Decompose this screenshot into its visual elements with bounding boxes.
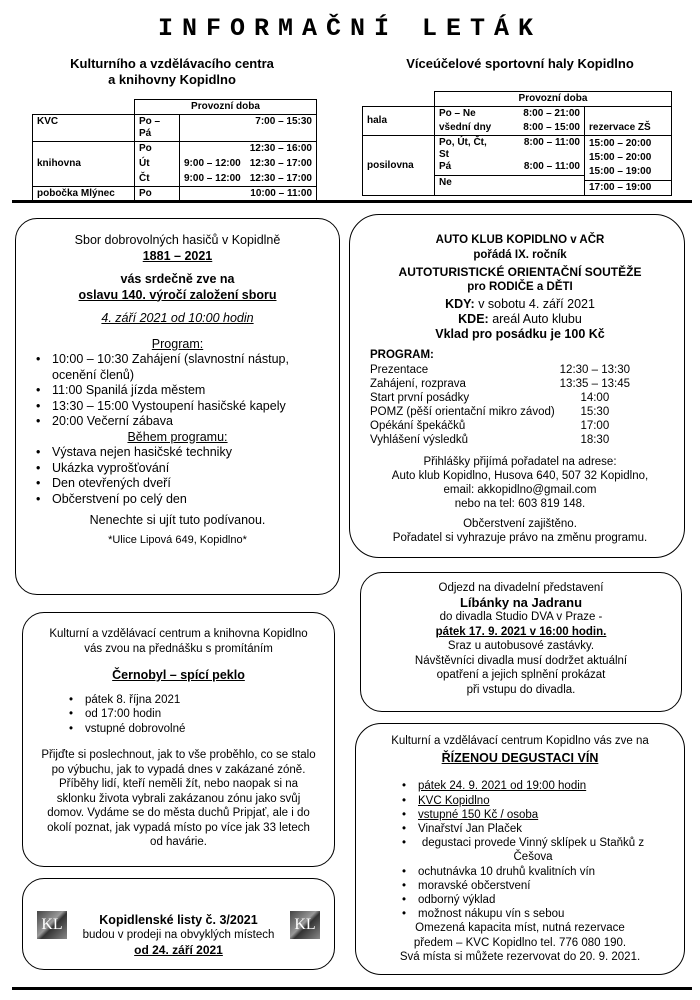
wine-details (368, 779, 672, 921)
auto-program-table (370, 363, 670, 447)
contact-intro: Přihlášky přijímá pořadatel na adrese: (423, 456, 617, 468)
chernobyl-description: Přijďte si poslechnout, jak to vše proběhlo, co se stalo po výbuchu, jak to vypadá dnes v zakázané zóně. Příběhy lidí, kteří neměli žít, nebo naopak si na sklonku života vybrali zakázanou zónu jako svůj domov. Vydáme se do města duchů Pripjať, ale i do okolí poznat, jak vypadá místo po více jak 33 letech od havárie. (41, 749, 316, 848)
fire-brigade-box (15, 218, 340, 595)
list-item: • 13:30 – 15:00 Vystoupení hasičské kapely (30, 399, 325, 415)
list-item: • pátek 24. 9. 2021 od 19:00 hodin (396, 779, 658, 793)
fire-brigade-invite: vás srdečně zve na (120, 272, 235, 286)
newsletter-availability: budou v prodeji na obvyklých místech (82, 929, 275, 941)
chernobyl-intro-2: vás zvou na přednášku s promítáním (84, 642, 273, 655)
when-label: KDY: (445, 297, 475, 311)
program-item-time: 17:00 (580, 420, 610, 432)
list-item: • Výstava nejen hasičské techniky (30, 445, 325, 461)
hala-time-2: 8:00 – 15:00 (523, 122, 580, 133)
fire-brigade-name: Sbor dobrovolných hasičů v Kopidlně (74, 233, 281, 247)
left-header-line2: a knihovny Kopidlno (108, 72, 236, 87)
posilovna-name: posilovna (363, 136, 435, 196)
theatre-date: pátek 17. 9. 2021 v 16:00 hodin. (435, 625, 607, 638)
knihovna-time-2a: 9:00 – 12:00 (184, 158, 241, 169)
mlynec-day: Po (135, 187, 180, 202)
mlynec-time: 10:00 – 11:00 (180, 187, 317, 202)
knihovna-day-1: Po (139, 143, 152, 154)
header-divider (12, 200, 692, 203)
kvc-days: Po – Pá (135, 115, 180, 142)
chernobyl-intro-1: Kulturní a vzdělávací centrum a knihovna Kopidlno (49, 628, 308, 640)
list-item: • od 17:00 hodin (63, 707, 320, 722)
knihovna-time-3b: 12:30 – 17:00 (249, 173, 312, 184)
auto-club-name: AUTO KLUB KOPIDLNO v AČR (435, 234, 605, 246)
list-item: • Ukázka vyprošťování (30, 461, 325, 477)
chernobyl-details (37, 693, 320, 737)
newsletter-logo-right: KL (290, 911, 320, 939)
footer-divider (12, 987, 692, 990)
right-header-title: Víceúčelové sportovní haly Kopidlno (406, 56, 634, 71)
list-item: • Občerstvení po celý den (30, 492, 325, 508)
posilovna-evening-4: 17:00 – 19:00 (585, 180, 671, 194)
list-item: • KVC Kopidlno (396, 794, 658, 808)
page-title: INFORMAČNÍ LETÁK (157, 14, 543, 43)
contact-phone: nebo na tel: 603 819 148. (454, 498, 586, 510)
knihovna-day-3: Čt (139, 173, 150, 184)
wine-note-1: Omezená kapacita míst, nutná rezervace (415, 922, 625, 935)
theatre-rules-2: opatření a jejich splnění prokázat (436, 669, 606, 681)
sports-hall-hours-table (362, 91, 672, 196)
program-item-name: POMZ (pěší orientační mikro závod) (370, 406, 555, 418)
program-item-name: Zahájení, rozprava (370, 378, 466, 390)
theatre-rules-3: při vstupu do divadla. (466, 683, 576, 696)
posilovna-time-2: 8:00 – 11:00 (523, 161, 580, 172)
when-value: v sobotu 4. září 2021 (478, 297, 595, 311)
wine-tasting-box (355, 723, 685, 975)
list-item: • vstupné dobrovolné (63, 722, 320, 737)
list-item: • vstupné 150 Kč / osoba (396, 808, 658, 822)
theatre-meeting: Sraz u autobusové zastávky. (447, 640, 595, 652)
hala-name: hala (363, 107, 435, 136)
posilovna-days-1: Po, Út, Čt, (439, 137, 487, 148)
left-header-line1: Kulturního a vzdělávacího centra (70, 56, 274, 71)
where-value: areál Auto klubu (492, 312, 582, 326)
theatre-venue: do divadla Studio DVA v Praze - (439, 611, 603, 623)
rights-note: Pořadatel si vyhrazuje právo na změnu programu. (392, 532, 648, 544)
posilovna-evening-1: 15:00 – 20:00 (589, 138, 652, 149)
list-item: • možnost nákupu vín s sebou (396, 907, 658, 921)
program-item-time: 18:30 (580, 434, 610, 446)
wine-note-2: předem – KVC Kopidlno tel. 776 080 190. (413, 936, 627, 949)
theatre-box (360, 572, 682, 712)
list-item: • moravské občerstvení (396, 879, 658, 893)
knihovna-time-2b: 12:30 – 17:00 (249, 158, 312, 169)
fire-brigade-date: 4. září 2021 od 10:00 hodin (101, 311, 254, 325)
entry-fee: Vklad pro posádku je 100 Kč (435, 327, 605, 341)
auto-club-box (349, 214, 685, 558)
program-item-time: 15:30 (580, 406, 610, 418)
wine-note-3: Svá místa si můžete rezervovat do 20. 9. 2021. (399, 950, 641, 963)
knihovna-time-3a: 9:00 – 12:00 (184, 173, 241, 184)
list-item: • ochutnávka 10 druhů kvalitních vín (396, 865, 658, 879)
contact-address: Auto klub Kopidlno, Husova 640, 507 32 Kopidlno, (391, 470, 649, 482)
where-label: KDE: (458, 312, 489, 326)
posilovna-time-1: 8:00 – 11:00 (523, 137, 580, 148)
auto-program-label: PROGRAM: (370, 349, 434, 361)
program-item-name: Start první posádky (370, 392, 470, 404)
kvc-name: KVC (33, 115, 135, 142)
hala-days-1: Po – Ne (439, 108, 476, 119)
program-list (30, 352, 325, 430)
hours-label: Provozní doba (135, 100, 317, 115)
refreshment-note: Občerstvení zajištěno. (463, 518, 577, 530)
auto-club-competition: AUTOTURISTICKÉ ORIENTAČNÍ SOUTĚŽE (398, 265, 642, 279)
kvc-time: 7:00 – 15:30 (180, 115, 317, 142)
fire-brigade-closing: Nenechte si ujít tuto podívanou. (89, 513, 266, 527)
posilovna-evening-2: 15:00 – 20:00 (589, 152, 652, 163)
hala-days-2: všední dny (439, 122, 492, 133)
newsletter-date: od 24. září 2021 (134, 943, 223, 957)
list-item: • degustaci provede Vinný sklípek u Staňků z Češova (396, 836, 658, 864)
kopidlno-newsletter-box (22, 878, 335, 970)
hala-time-1: 8:00 – 21:00 (523, 108, 580, 119)
library-hours-table (32, 99, 317, 202)
wine-intro: Kulturní a vzdělávací centrum Kopidlno vás zve na (391, 735, 649, 747)
list-item: • Den otevřených dveří (30, 476, 325, 492)
knihovna-day-2: Út (139, 158, 150, 169)
left-header-title (52, 56, 292, 88)
program-item-time: 14:00 (580, 392, 610, 404)
newsletter-title: Kopidlenské listy č. 3/2021 (99, 913, 258, 927)
fire-brigade-years: 1881 – 2021 (142, 248, 213, 263)
list-item: • 20:00 Večerní zábava (30, 414, 325, 430)
fire-brigade-event: oslavu 140. výročí založení sboru (78, 287, 277, 302)
list-item: • Vinařství Jan Plaček (396, 822, 658, 836)
auto-club-edition: pořádá IX. ročník (473, 249, 567, 261)
list-item: • pátek 8. října 2021 (63, 693, 320, 708)
theatre-intro: Odjezd na divadelní představení (438, 582, 604, 594)
theatre-rules-1: Návštěvníci divadla musí dodržet aktuální (414, 654, 628, 667)
list-item: • 10:00 – 10:30 Zahájení (slavnostní nástup, ocenění členů) (30, 352, 325, 383)
chernobyl-title: Černobyl – spící peklo (112, 668, 245, 682)
program-item-time: 13:35 – 13:45 (559, 378, 630, 390)
program-item-name: Vyhlášení výsledků (370, 434, 469, 446)
posilovna-days-1b: St (439, 149, 449, 160)
hala-note: rezervace ZŠ (585, 107, 672, 136)
posilovna-days-2: Pá (439, 161, 452, 172)
program-label: Program: (151, 336, 204, 351)
chernobyl-box (22, 612, 335, 867)
fire-brigade-address: *Ulice Lipová 649, Kopidlno* (108, 533, 247, 546)
wine-title: ŘÍZENOU DEGUSTACI VÍN (441, 751, 599, 766)
list-item: • odborný výklad (396, 893, 658, 907)
knihovna-name: knihovna (33, 142, 135, 187)
auto-club-audience: pro RODIČE a DĚTI (467, 281, 573, 293)
mlynec-name: pobočka Mlýnec (33, 187, 135, 202)
knihovna-time-1b: 12:30 – 16:00 (249, 143, 312, 154)
hall-hours-label: Provozní doba (435, 92, 672, 107)
contact-email: email: akkopidlno@gmail.com (443, 484, 597, 496)
program-item-name: Opékání špekáčků (370, 420, 466, 432)
list-item: • 11:00 Spanilá jízda městem (30, 383, 325, 399)
during-label: Během programu: (127, 429, 228, 444)
theatre-play: Líbánky na Jadranu (459, 594, 583, 610)
posilovna-days-3: Ne (435, 175, 584, 189)
newsletter-logo-left: KL (37, 911, 67, 939)
posilovna-evening-3: 15:00 – 19:00 (589, 166, 652, 177)
program-item-time: 12:30 – 13:30 (559, 364, 630, 376)
program-item-name: Prezentace (370, 364, 429, 376)
during-list (30, 445, 325, 507)
